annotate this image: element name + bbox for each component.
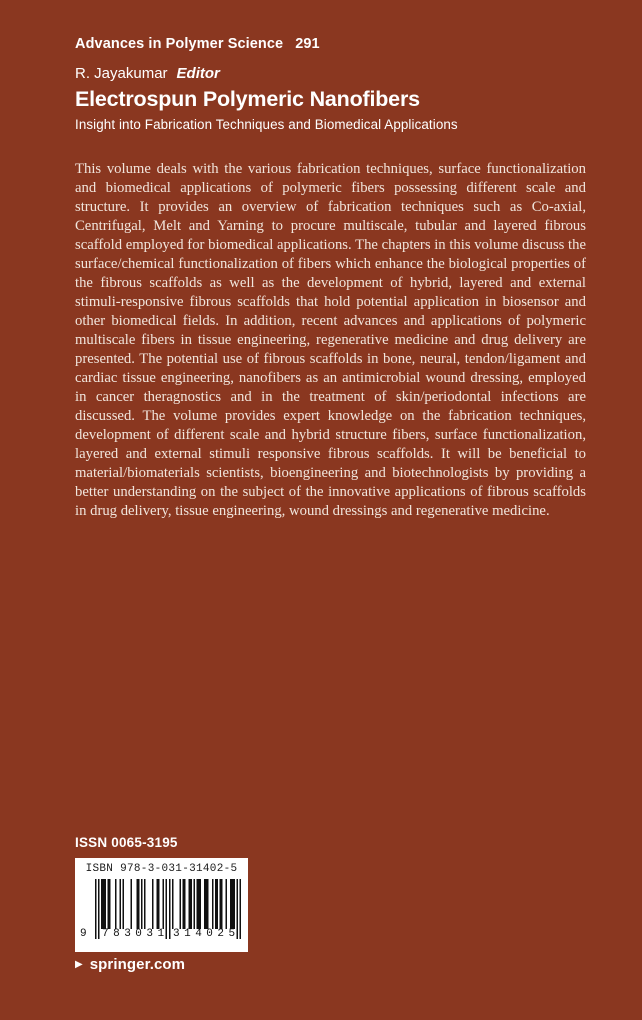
isbn-number-label: ISBN 978-3-031-31402-5 bbox=[85, 863, 238, 875]
series-volume-number: 291 bbox=[295, 36, 320, 52]
barcode-digits-left: 783031 bbox=[102, 928, 169, 940]
barcode-digits-right: 314025 bbox=[173, 928, 240, 940]
series-name: Advances in Polymer Science bbox=[75, 36, 284, 52]
editor-role-label: Editor bbox=[176, 65, 220, 82]
series-title bbox=[75, 36, 458, 52]
editor-name: R. Jayakumar bbox=[75, 65, 168, 82]
issn-text: ISSN 0065-3195 bbox=[75, 835, 178, 850]
barcode-digit-first: 9 bbox=[80, 928, 87, 940]
synopsis-paragraph: This volume deals with the various fabrication techniques, surface functionalization and biomedical applications of polymeric fibers possessing different scale and structure. It provides an overview of fabrication techniques such as Co-axial, Centrifugal, Melt and Yarning to procure multiscale, tubular and layered fibrous scaffold employed for biomedical applications. The chapters in this volume discuss the surface/chemical functionalization of fibers which enhance the biological properties of the fibrous scaffolds as well as the development of hybrid, layered and external stimuli-responsive fibrous scaffolds that hold potential application in biosensor and other biomedical fields. In addition, recent advances and applications of polymeric multiscale fibers in tissue engineering, regenerative medicine and drug delivery are presented. The potential use of fibrous scaffolds in bone, neural, tendon/ligament and cardiac tissue engineering, nanofibers as an antimicrobial wound dressing, employed in cancer theragnostics and in the treatment of skin/periodontal infections are discussed. The volume provides expert knowledge on the fabrication techniques, development of different scale and hybrid structure fibers, surface functionalization, layered and external stimuli responsive fibrous scaffolds. It will be beneficial to material/biomaterials scientists, bioengineering and biotechnologists by providing a better understanding on the subject of the innovative applications of fibrous scaffolds in drug delivery, tissue engineering, wound dressings and regenerative medicine. bbox=[75, 161, 586, 519]
publisher-footer bbox=[75, 956, 185, 973]
cover-header bbox=[75, 36, 458, 132]
isbn-barcode-box bbox=[75, 858, 248, 952]
publisher-url-text: springer.com bbox=[89, 956, 186, 973]
book-title: Electrospun Polymeric Nanofibers bbox=[75, 87, 420, 111]
arrow-right-icon: ▶ bbox=[75, 958, 83, 970]
book-subtitle: Insight into Fabrication Techniques and Biomedical Applications bbox=[75, 117, 458, 132]
editor-line bbox=[75, 65, 458, 82]
